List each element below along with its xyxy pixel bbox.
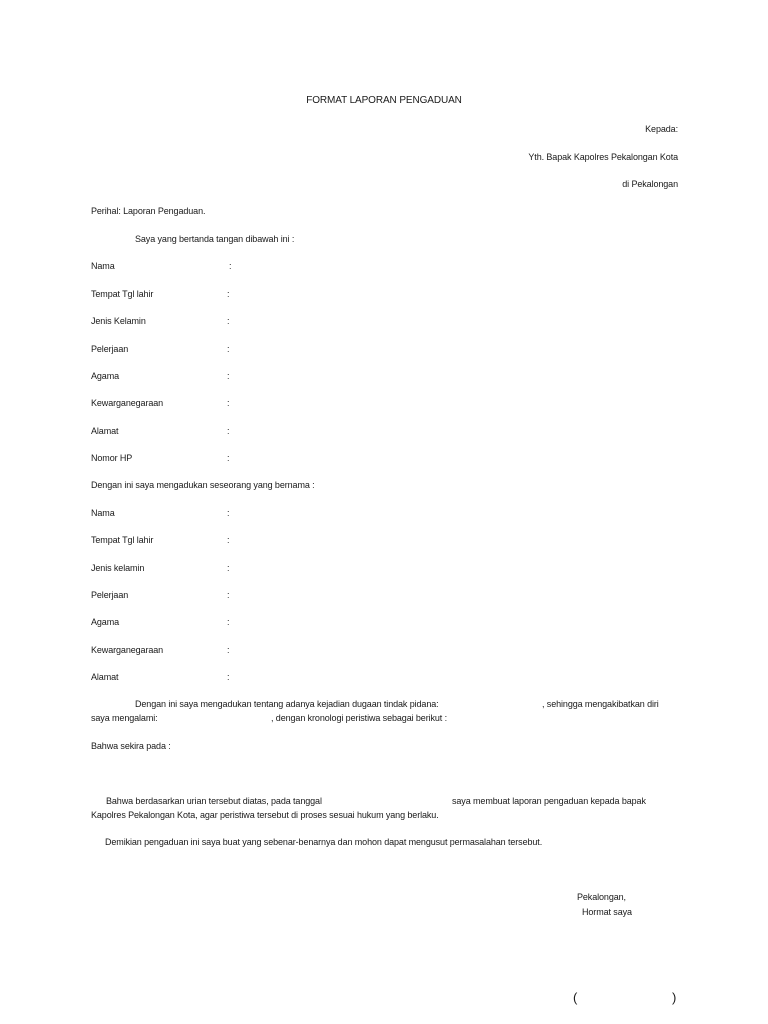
conclusion-text: Kapolres Pekalongan Kota, agar peristiwa tersebut di proses sesuai hukum yang berlaku. [91, 810, 439, 820]
perihal: Perihal: Laporan Pengaduan. [91, 206, 206, 216]
incident-text: Dengan ini saya mengadukan tentang adanya kejadian dugaan tindak pidana: [135, 699, 439, 709]
reporter-field-colon: : [227, 371, 230, 381]
accused-field-label: Nama [91, 508, 115, 518]
conclusion-text: Bahwa berdasarkan urian tersebut diatas, pada tanggal [106, 796, 322, 806]
accused-field-label: Kewarganegaraan [91, 645, 164, 655]
reporter-field-colon: : [227, 426, 230, 436]
reporter-field-colon: : [227, 453, 230, 463]
accused-field-colon: : [227, 617, 230, 627]
signature-paren-open: ( [573, 990, 578, 1005]
incident-text: saya mengalami: [91, 713, 158, 723]
accused-field-label: Agama [91, 617, 120, 627]
reporter-field-label: Tempat Tgl lahir [91, 289, 154, 299]
intro-statement: Saya yang bertanda tangan dibawah ini : [135, 234, 295, 244]
signature-regards: Hormat saya [582, 907, 632, 917]
reporter-field-colon: : [229, 261, 232, 271]
closing-statement: Demikian pengaduan ini saya buat yang sebenar-benarnya dan mohon dapat mengusut permasalahan tersebut. [105, 837, 543, 847]
accused-field-colon: : [227, 535, 230, 545]
reporter-field-label: Nomor HP [91, 453, 133, 463]
accused-intro: Dengan ini saya mengadukan seseorang yang bernama : [91, 480, 315, 490]
reporter-field-label: Alamat [91, 426, 119, 436]
reporter-field-label: Jenis Kelamin [91, 316, 146, 326]
reporter-field-label: Pelerjaan [91, 344, 129, 354]
accused-field-label: Jenis kelamin [91, 563, 145, 573]
reporter-field-colon: : [227, 289, 230, 299]
reporter-field-label: Nama [91, 261, 115, 271]
reporter-field-colon: : [227, 316, 230, 326]
reporter-field-colon: : [227, 398, 230, 408]
recipient-location: di Pekalongan [622, 179, 678, 189]
accused-field-label: Tempat Tgl lahir [91, 535, 154, 545]
signature-paren-close: ) [672, 990, 677, 1005]
accused-field-colon: : [227, 645, 230, 655]
reporter-field-label: Agama [91, 371, 120, 381]
recipient-addressee: Yth. Bapak Kapolres Pekalongan Kota [528, 152, 678, 162]
signature-place: Pekalongan, [577, 892, 626, 902]
accused-field-colon: : [227, 672, 230, 682]
bahwa-sekira: Bahwa sekira pada : [91, 741, 171, 751]
conclusion-text-continued: saya membuat laporan pengaduan kepada bapak [452, 796, 646, 806]
reporter-field-colon: : [227, 344, 230, 354]
accused-field-label: Alamat [91, 672, 119, 682]
document-title: FORMAT LAPORAN PENGADUAN [306, 95, 462, 106]
accused-field-colon: : [227, 508, 230, 518]
accused-field-colon: : [227, 590, 230, 600]
incident-text-continued: , sehingga mengakibatkan diri [542, 699, 659, 709]
accused-field-label: Pelerjaan [91, 590, 129, 600]
accused-field-colon: : [227, 563, 230, 573]
incident-text-continued: , dengan kronologi peristiwa sebagai berikut : [271, 713, 448, 723]
recipient-kepada: Kepada: [645, 124, 678, 134]
reporter-field-label: Kewarganegaraan [91, 398, 164, 408]
